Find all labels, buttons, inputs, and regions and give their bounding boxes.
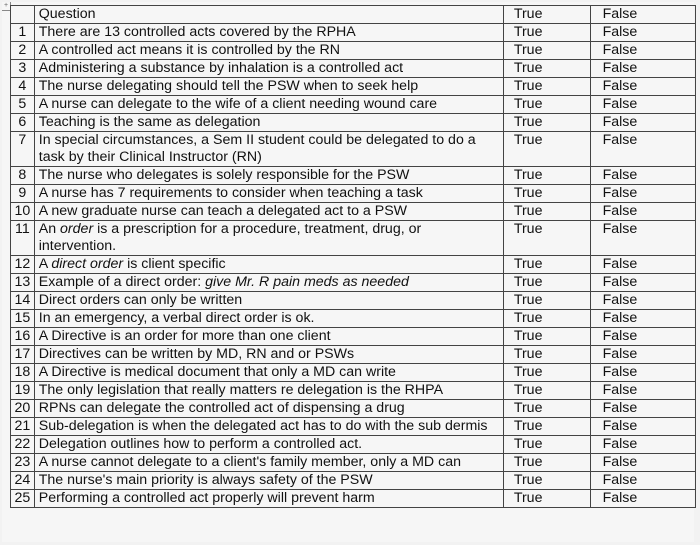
true-option: True	[503, 292, 590, 310]
true-option: True	[503, 274, 590, 292]
question-emphasis: direct order	[51, 256, 124, 272]
true-option: True	[503, 418, 590, 436]
row-number: 21	[11, 418, 35, 436]
table-row	[11, 221, 696, 256]
row-number: 6	[11, 114, 35, 132]
false-option: False	[590, 382, 695, 400]
false-option: False	[590, 490, 695, 508]
table-row	[11, 96, 696, 114]
table-row	[11, 454, 696, 472]
false-option: False	[590, 400, 695, 418]
true-option: True	[503, 24, 590, 42]
row-number: 25	[11, 490, 35, 508]
row-number: 22	[11, 436, 35, 454]
row-number: 14	[11, 292, 35, 310]
question-suffix: is a prescription for a procedure, treatment, drug, or intervention.	[38, 221, 422, 254]
table-row	[11, 24, 696, 42]
question-text: The only legislation that really matters re delegation is the RHPA	[34, 382, 503, 400]
question-text: Administering a substance by inhalation is a controlled act	[34, 60, 503, 78]
question-text: RPNs can delegate the controlled act of dispensing a drug	[34, 400, 503, 418]
true-false-table	[10, 5, 696, 508]
question-text	[34, 274, 503, 292]
false-option: False	[590, 60, 695, 78]
true-option: True	[503, 328, 590, 346]
question-text: A new graduate nurse can teach a delegated act to a PSW	[34, 203, 503, 221]
false-option: False	[590, 96, 695, 114]
question-text: The nurse who delegates is solely responsible for the PSW	[34, 167, 503, 185]
table-row	[11, 203, 696, 221]
true-option: True	[503, 96, 590, 114]
true-option: True	[503, 490, 590, 508]
row-number: 23	[11, 454, 35, 472]
table-row	[11, 346, 696, 364]
row-number: 12	[11, 256, 35, 274]
question-text: The nurse delegating should tell the PSW when to seek help	[34, 78, 503, 96]
table-row	[11, 400, 696, 418]
true-option: True	[503, 310, 590, 328]
table-row	[11, 364, 696, 382]
question-suffix: is client specific	[123, 256, 226, 272]
question-prefix: Example of a direct order:	[38, 274, 206, 290]
row-number: 7	[11, 132, 35, 167]
row-number: 5	[11, 96, 35, 114]
row-number: 9	[11, 185, 35, 203]
false-header: False	[590, 6, 695, 24]
table-move-handle-icon[interactable]: +	[2, 2, 11, 11]
false-option: False	[590, 24, 695, 42]
false-option: False	[590, 42, 695, 60]
true-option: True	[503, 114, 590, 132]
question-text: The nurse's main priority is always safety of the PSW	[34, 472, 503, 490]
question-text: In an emergency, a verbal direct order is ok.	[34, 310, 503, 328]
question-text: Direct orders can only be written	[34, 292, 503, 310]
row-number: 18	[11, 364, 35, 382]
false-option: False	[590, 167, 695, 185]
false-option: False	[590, 418, 695, 436]
true-header: True	[503, 6, 590, 24]
row-number: 13	[11, 274, 35, 292]
question-text: A controlled act means it is controlled by the RN	[34, 42, 503, 60]
true-option: True	[503, 78, 590, 96]
question-prefix: An	[38, 221, 61, 237]
false-option: False	[590, 472, 695, 490]
table-row	[11, 274, 696, 292]
false-option: False	[590, 454, 695, 472]
false-option: False	[590, 78, 695, 96]
row-number: 16	[11, 328, 35, 346]
quiz-sheet	[2, 2, 694, 542]
row-number: 2	[11, 42, 35, 60]
table-row	[11, 42, 696, 60]
true-option: True	[503, 185, 590, 203]
question-header: Question	[34, 6, 503, 24]
question-text	[34, 256, 503, 274]
row-number: 15	[11, 310, 35, 328]
table-row	[11, 256, 696, 274]
true-option: True	[503, 60, 590, 78]
true-option: True	[503, 364, 590, 382]
table-row	[11, 436, 696, 454]
table-row	[11, 418, 696, 436]
row-number: 19	[11, 382, 35, 400]
true-option: True	[503, 400, 590, 418]
true-option: True	[503, 454, 590, 472]
table-row	[11, 328, 696, 346]
question-text: Directives can be written by MD, RN and or PSWs	[34, 346, 503, 364]
question-text: A Directive is an order for more than one client	[34, 328, 503, 346]
question-text: Teaching is the same as delegation	[34, 114, 503, 132]
table-row	[11, 382, 696, 400]
true-option: True	[503, 346, 590, 364]
question-text: A nurse cannot delegate to a client's family member, only a MD can	[34, 454, 503, 472]
true-option: True	[503, 472, 590, 490]
false-option: False	[590, 292, 695, 310]
true-option: True	[503, 203, 590, 221]
table-row	[11, 292, 696, 310]
row-number: 8	[11, 167, 35, 185]
question-text: There are 13 controlled acts covered by the RPHA	[34, 24, 503, 42]
true-option: True	[503, 436, 590, 454]
table-row	[11, 114, 696, 132]
true-option: True	[503, 221, 590, 256]
table-row	[11, 472, 696, 490]
false-option: False	[590, 256, 695, 274]
row-number: 1	[11, 24, 35, 42]
question-emphasis: order	[60, 221, 94, 237]
table-row	[11, 490, 696, 508]
false-option: False	[590, 328, 695, 346]
false-option: False	[590, 221, 695, 256]
table-row	[11, 310, 696, 328]
question-text: Performing a controlled act properly will prevent harm	[34, 490, 503, 508]
true-option: True	[503, 42, 590, 60]
row-number: 10	[11, 203, 35, 221]
question-text	[34, 221, 503, 256]
row-number: 4	[11, 78, 35, 96]
question-text: Delegation outlines how to perform a controlled act.	[34, 436, 503, 454]
question-emphasis: give Mr. R pain meds as needed	[205, 274, 409, 290]
table-row	[11, 185, 696, 203]
row-number: 20	[11, 400, 35, 418]
true-option: True	[503, 256, 590, 274]
false-option: False	[590, 274, 695, 292]
true-option: True	[503, 382, 590, 400]
true-option: True	[503, 167, 590, 185]
row-number: 24	[11, 472, 35, 490]
false-option: False	[590, 203, 695, 221]
table-row	[11, 78, 696, 96]
table-row	[11, 132, 696, 167]
table-row	[11, 60, 696, 78]
header-row	[11, 6, 696, 24]
question-text: In special circumstances, a Sem II student could be delegated to do a task by their Clinical Instructor (RN)	[34, 132, 503, 167]
question-text: Sub-delegation is when the delegated act has to do with the sub dermis	[34, 418, 503, 436]
question-text: A Directive is medical document that only a MD can write	[34, 364, 503, 382]
number-header	[11, 6, 35, 24]
true-option: True	[503, 132, 590, 167]
row-number: 17	[11, 346, 35, 364]
row-number: 3	[11, 60, 35, 78]
false-option: False	[590, 310, 695, 328]
false-option: False	[590, 436, 695, 454]
question-text: A nurse can delegate to the wife of a client needing wound care	[34, 96, 503, 114]
false-option: False	[590, 132, 695, 167]
false-option: False	[590, 185, 695, 203]
false-option: False	[590, 346, 695, 364]
question-prefix: A	[38, 256, 52, 272]
question-text: A nurse has 7 requirements to consider when teaching a task	[34, 185, 503, 203]
row-number: 11	[11, 221, 35, 256]
false-option: False	[590, 364, 695, 382]
table-row	[11, 167, 696, 185]
false-option: False	[590, 114, 695, 132]
